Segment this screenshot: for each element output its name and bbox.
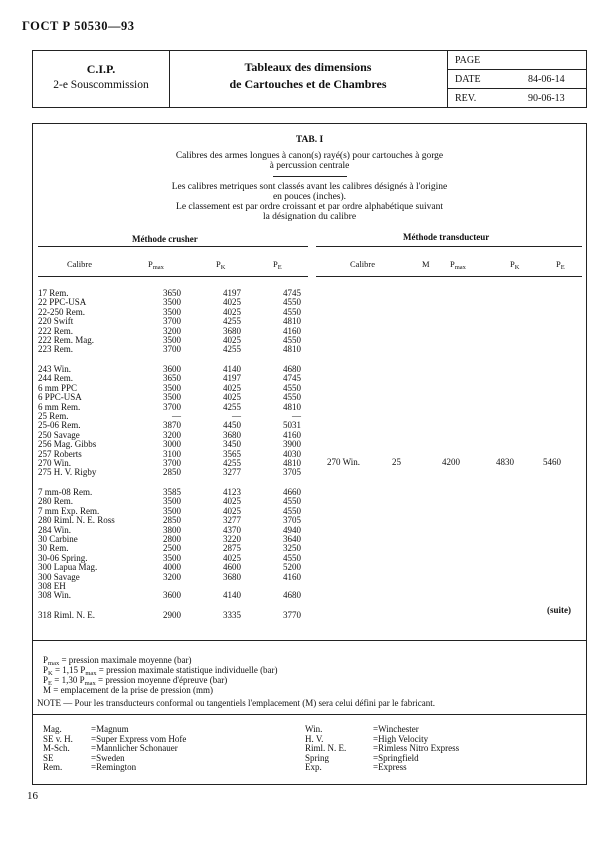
crusher-cell-pmax: 3700 xyxy=(163,401,181,412)
crusher-cell-pmax: 3600 xyxy=(163,590,181,601)
abbreviation-meaning: =Mannlicher Schonauer xyxy=(91,743,178,754)
abbreviation-meaning: =Remington xyxy=(91,762,137,773)
crusher-cell-pmax: 3600 xyxy=(163,364,181,374)
transducer-pmax: 4200 xyxy=(442,457,460,467)
crusher-cell-pe: 4745 xyxy=(283,288,301,298)
crusher-cell-pk: 3565 xyxy=(223,448,241,459)
caption2-line1: Les calibres metriques sont classés avant les calibres désignés à l'origine xyxy=(171,182,448,192)
crusher-cell-calibre: 6 PPC-USA xyxy=(38,392,82,403)
crusher-cell-calibre: 275 H. V. Rigby xyxy=(38,467,97,478)
crusher-cell-pe: — xyxy=(292,411,301,421)
col-pmax-transducer: $P_{max}$ xyxy=(450,259,466,271)
abbreviation-term: Mag. xyxy=(43,724,62,734)
crusher-cell-calibre: 220 Swift xyxy=(38,316,74,327)
crusher-cell-pmax: 3200 xyxy=(163,429,181,440)
crusher-cell-pe: 5031 xyxy=(283,420,301,431)
crusher-cell-pmax: 2800 xyxy=(163,534,181,544)
suite-label: (suite) xyxy=(547,605,571,615)
crusher-cell-pmax: 3500 xyxy=(163,306,181,317)
crusher-cell-calibre: 30-06 Spring. xyxy=(38,552,88,563)
crusher-cell-pmax: 3500 xyxy=(163,392,181,403)
crusher-cell-pmax: 3000 xyxy=(163,439,181,450)
crusher-cell-pk: 4025 xyxy=(223,392,241,403)
crusher-cell-pk: 2875 xyxy=(223,543,241,554)
method-transducer-heading: Méthode transducteur xyxy=(403,232,490,242)
crusher-cell-pmax: 3500 xyxy=(163,552,181,563)
col-calibre-transducer: Calibre xyxy=(350,259,376,269)
crusher-cell-pmax: 3870 xyxy=(163,420,181,431)
crusher-cell-pk: 3680 xyxy=(223,571,241,582)
crusher-cell-pe: 4680 xyxy=(283,364,301,374)
crusher-cell-pmax: 3800 xyxy=(163,524,181,535)
abbreviation-meaning: =High Velocity xyxy=(373,733,429,744)
crusher-cell-pe: 4550 xyxy=(283,382,301,393)
crusher-cell-calibre: 318 Riml. N. E. xyxy=(38,610,96,620)
crusher-cell-pe: 4810 xyxy=(283,344,301,355)
crusher-cell-calibre: 30 Rem. xyxy=(38,543,69,554)
crusher-cell-calibre: 6 mm Rem. xyxy=(38,401,81,412)
abbreviation-term: Riml. N. E. xyxy=(305,743,347,754)
crusher-cell-pmax: 3650 xyxy=(163,373,181,384)
legend-pk: $P_K = 1,15$ $P_{max}$ = pression maximale statistique individuelle (bar) xyxy=(43,665,278,677)
crusher-cell-calibre: 308 Win. xyxy=(38,590,71,601)
crusher-cell-pk: 3450 xyxy=(223,439,241,450)
crusher-cell-calibre: 7 mm-08 Rem. xyxy=(38,487,93,497)
date-value: 84-06-14 xyxy=(528,74,565,85)
crusher-cell-pk: 4025 xyxy=(223,306,241,317)
legend-pmax: $P_{max}$ = pression maximale moyenne (bar) xyxy=(43,655,192,667)
crusher-cell-pk: 4140 xyxy=(223,590,241,601)
crusher-cell-calibre: 250 Savage xyxy=(38,429,80,440)
crusher-cell-pe: 4030 xyxy=(283,448,301,459)
col-pk-crusher: $P_K$ xyxy=(216,259,226,271)
caption1-line2: à percussion centrale xyxy=(269,161,350,171)
date-label: DATE xyxy=(455,74,481,85)
crusher-cell-pk: 3335 xyxy=(223,610,241,620)
crusher-cell-pmax: 3500 xyxy=(163,382,181,393)
crusher-cell-pmax: 3500 xyxy=(163,335,181,345)
method-crusher-heading: Méthode crusher xyxy=(132,234,198,244)
crusher-cell-pk: 3680 xyxy=(223,325,241,336)
crusher-cell-calibre: 280 Riml. N. E. Ross xyxy=(38,515,115,526)
rev-value: 90-06-13 xyxy=(528,93,565,104)
crusher-cell-pmax: 2900 xyxy=(163,610,181,620)
legend-note: NOTE — Pour les transducteurs conformal ou tangentiels l'emplacement (M) sera celui défini par le fabricant. xyxy=(37,698,435,708)
abbreviation-term: SE xyxy=(43,752,54,763)
crusher-cell-pmax: 3500 xyxy=(163,297,181,308)
crusher-cell-calibre: 22-250 Rem. xyxy=(38,306,85,317)
crusher-cell-calibre: 222 Rem. xyxy=(38,325,73,336)
crusher-cell-calibre: 280 Rem. xyxy=(38,496,73,507)
crusher-cell-calibre: 256 Mag. Gibbs xyxy=(38,439,97,450)
abbreviation-term: H. V. xyxy=(305,733,324,744)
abbreviation-meaning: =Rimless Nitro Express xyxy=(373,743,460,754)
crusher-cell-pk: 4140 xyxy=(223,364,241,374)
crusher-cell-pmax: 2850 xyxy=(163,467,181,478)
crusher-cell-pk: 4197 xyxy=(223,373,241,384)
crusher-cell-pk: 3680 xyxy=(223,429,241,440)
crusher-cell-pmax: 3700 xyxy=(163,344,181,355)
crusher-cell-pmax: 3500 xyxy=(163,496,181,507)
crusher-cell-pe: 4550 xyxy=(283,297,301,308)
crusher-cell-pk: 4025 xyxy=(223,505,241,516)
crusher-cell-pe: 4550 xyxy=(283,335,301,345)
transducer-pk: 4830 xyxy=(496,457,514,467)
crusher-cell-pe: 4160 xyxy=(283,325,301,336)
transducer-pe: 5460 xyxy=(543,457,561,467)
crusher-cell-pmax: 2500 xyxy=(163,543,181,554)
crusher-cell-pe: 3250 xyxy=(283,543,301,554)
crusher-cell-calibre: 30 Carbine xyxy=(38,534,78,544)
crusher-cell-calibre: 300 Lapua Mag. xyxy=(38,562,98,573)
caption2-line2: en pouces (inches). xyxy=(272,192,347,202)
crusher-cell-calibre: 7 mm Exp. Rem. xyxy=(38,505,100,516)
caption1-line1: Calibres des armes longues à canon(s) rayé(s) pour cartouches à gorge xyxy=(175,151,444,161)
abbreviation-term: Rem. xyxy=(43,762,63,773)
org-name: C.I.P. xyxy=(86,62,116,76)
crusher-cell-pmax: 3700 xyxy=(163,316,181,327)
abbreviation-term: Exp. xyxy=(305,762,322,773)
crusher-cell-pe: 3705 xyxy=(283,515,301,526)
crusher-cell-calibre: 17 Rem. xyxy=(38,288,69,298)
caption2-line3: Le classement est par ordre croissant et par ordre alphabétique suivant xyxy=(176,202,443,212)
abbreviation-meaning: =Winchester xyxy=(373,724,419,734)
crusher-cell-calibre: 244 Rem. xyxy=(38,373,73,384)
crusher-cell-pe: 4550 xyxy=(283,306,301,317)
crusher-cell-pmax: 3700 xyxy=(163,458,181,468)
crusher-cell-pe: 4810 xyxy=(283,316,301,327)
abbreviation-meaning: =Express xyxy=(373,762,407,773)
caption2-line4: la désignation du calibre xyxy=(262,212,357,222)
col-m-transducer: M xyxy=(422,259,430,269)
doc-title-line2: de Cartouches et de Chambres xyxy=(229,77,387,91)
crusher-cell-pe: 4810 xyxy=(283,401,301,412)
crusher-cell-calibre: 308 EH xyxy=(38,581,66,591)
crusher-cell-calibre: 223 Rem. xyxy=(38,344,73,355)
crusher-cell-calibre: 300 Savage xyxy=(38,571,80,582)
crusher-cell-pk: 4025 xyxy=(223,496,241,507)
crusher-cell-pe: 4940 xyxy=(283,524,301,535)
crusher-cell-pmax: 3650 xyxy=(163,288,181,298)
crusher-cell-pe: 4810 xyxy=(283,458,301,468)
crusher-cell-calibre: 25 Rem. xyxy=(38,411,69,421)
crusher-cell-pe: 4550 xyxy=(283,552,301,563)
table-frame xyxy=(32,123,587,785)
col-pk-transducer: $P_K$ xyxy=(510,259,520,271)
crusher-cell-pk: 4197 xyxy=(223,288,241,298)
title-block xyxy=(32,50,587,108)
crusher-cell-calibre: 22 PPC-USA xyxy=(38,297,87,308)
crusher-cell-pk: 4025 xyxy=(223,552,241,563)
crusher-cell-pmax: 3500 xyxy=(163,505,181,516)
crusher-cell-calibre: 270 Win. xyxy=(38,458,71,468)
crusher-cell-pmax: 2850 xyxy=(163,515,181,526)
crusher-cell-pe: 4550 xyxy=(283,505,301,516)
crusher-cell-pk: 4450 xyxy=(223,420,241,431)
crusher-cell-pe: 5200 xyxy=(283,562,301,573)
crusher-cell-pe: 4160 xyxy=(283,429,301,440)
crusher-cell-pe: 3705 xyxy=(283,467,301,478)
abbreviation-meaning: =Sweden xyxy=(91,752,125,763)
crusher-cell-pk: 4370 xyxy=(223,524,241,535)
crusher-cell-pe: 4550 xyxy=(283,496,301,507)
crusher-cell-pmax: — xyxy=(172,411,181,421)
commission-name: 2-e Souscommission xyxy=(53,79,149,91)
crusher-cell-pk: 3277 xyxy=(223,515,241,526)
crusher-cell-pe: 4745 xyxy=(283,373,301,384)
crusher-cell-pk: 4025 xyxy=(223,297,241,308)
table-title: TAB. I xyxy=(295,135,324,145)
crusher-cell-pmax: 3200 xyxy=(163,325,181,336)
crusher-cell-pe: 4680 xyxy=(283,590,301,601)
crusher-cell-calibre: 25-06 Rem. xyxy=(38,420,81,431)
crusher-cell-pk: — xyxy=(232,411,241,421)
crusher-cell-pk: 4255 xyxy=(223,458,241,468)
col-pe-transducer: $P_E$ xyxy=(556,259,565,271)
crusher-cell-pmax: 3100 xyxy=(163,448,181,459)
crusher-cell-pk: 4255 xyxy=(223,401,241,412)
abbreviation-term: SE v. H. xyxy=(43,733,73,744)
crusher-cell-pk: 4025 xyxy=(223,335,241,345)
doc-title-line1: Tableaux des dimensions xyxy=(244,60,372,74)
crusher-cell-pmax: 3585 xyxy=(163,487,181,497)
abbreviation-term: M-Sch. xyxy=(43,743,70,754)
abbreviation-meaning: =Springfield xyxy=(373,752,419,763)
crusher-cell-pk: 4255 xyxy=(223,316,241,327)
crusher-cell-pmax: 4000 xyxy=(163,562,181,573)
crusher-cell-calibre: 284 Win. xyxy=(38,524,71,535)
page-label: PAGE xyxy=(455,55,481,66)
abbreviation-term: Win. xyxy=(305,724,323,734)
transducer-m: 25 xyxy=(392,457,401,467)
col-pmax-crusher: $P_{max}$ xyxy=(148,259,164,271)
crusher-cell-pk: 4025 xyxy=(223,382,241,393)
col-pe-crusher: $P_E$ xyxy=(273,259,282,271)
rev-label: REV. xyxy=(455,93,477,104)
standard-header: ГОСТ Р 50530—93 xyxy=(22,19,135,33)
transducer-calibre: 270 Win. xyxy=(327,457,360,467)
crusher-cell-calibre: 222 Rem. Mag. xyxy=(38,335,94,345)
crusher-cell-pk: 4123 xyxy=(223,487,241,497)
legend-m: M = emplacement de la prise de pression (mm) xyxy=(43,685,214,695)
crusher-cell-pk: 4600 xyxy=(223,562,241,573)
abbreviation-meaning: =Magnum xyxy=(91,724,129,734)
crusher-cell-pe: 3640 xyxy=(283,534,301,544)
crusher-cell-pe: 3770 xyxy=(283,610,301,620)
crusher-cell-calibre: 243 Win. xyxy=(38,364,71,374)
crusher-cell-pe: 4550 xyxy=(283,392,301,403)
crusher-cell-calibre: 6 mm PPC xyxy=(38,382,78,393)
crusher-cell-pk: 3220 xyxy=(223,534,241,544)
crusher-cell-pe: 4660 xyxy=(283,487,301,497)
abbreviation-meaning: =Super Express vom Hofe xyxy=(91,733,187,744)
crusher-cell-pk: 4255 xyxy=(223,344,241,355)
crusher-cell-pe: 4160 xyxy=(283,571,301,582)
crusher-cell-calibre: 257 Roberts xyxy=(38,448,82,459)
legend-pe: $P_E = 1,30$ $P_{max}$ = pression moyenne d'épreuve (bar) xyxy=(43,675,228,687)
crusher-cell-pmax: 3200 xyxy=(163,571,181,582)
abbreviation-term: Spring xyxy=(305,752,330,763)
page-number: 16 xyxy=(27,790,38,802)
col-calibre-crusher: Calibre xyxy=(67,259,93,269)
crusher-cell-pk: 3277 xyxy=(223,467,241,478)
crusher-cell-pe: 3900 xyxy=(283,439,301,450)
